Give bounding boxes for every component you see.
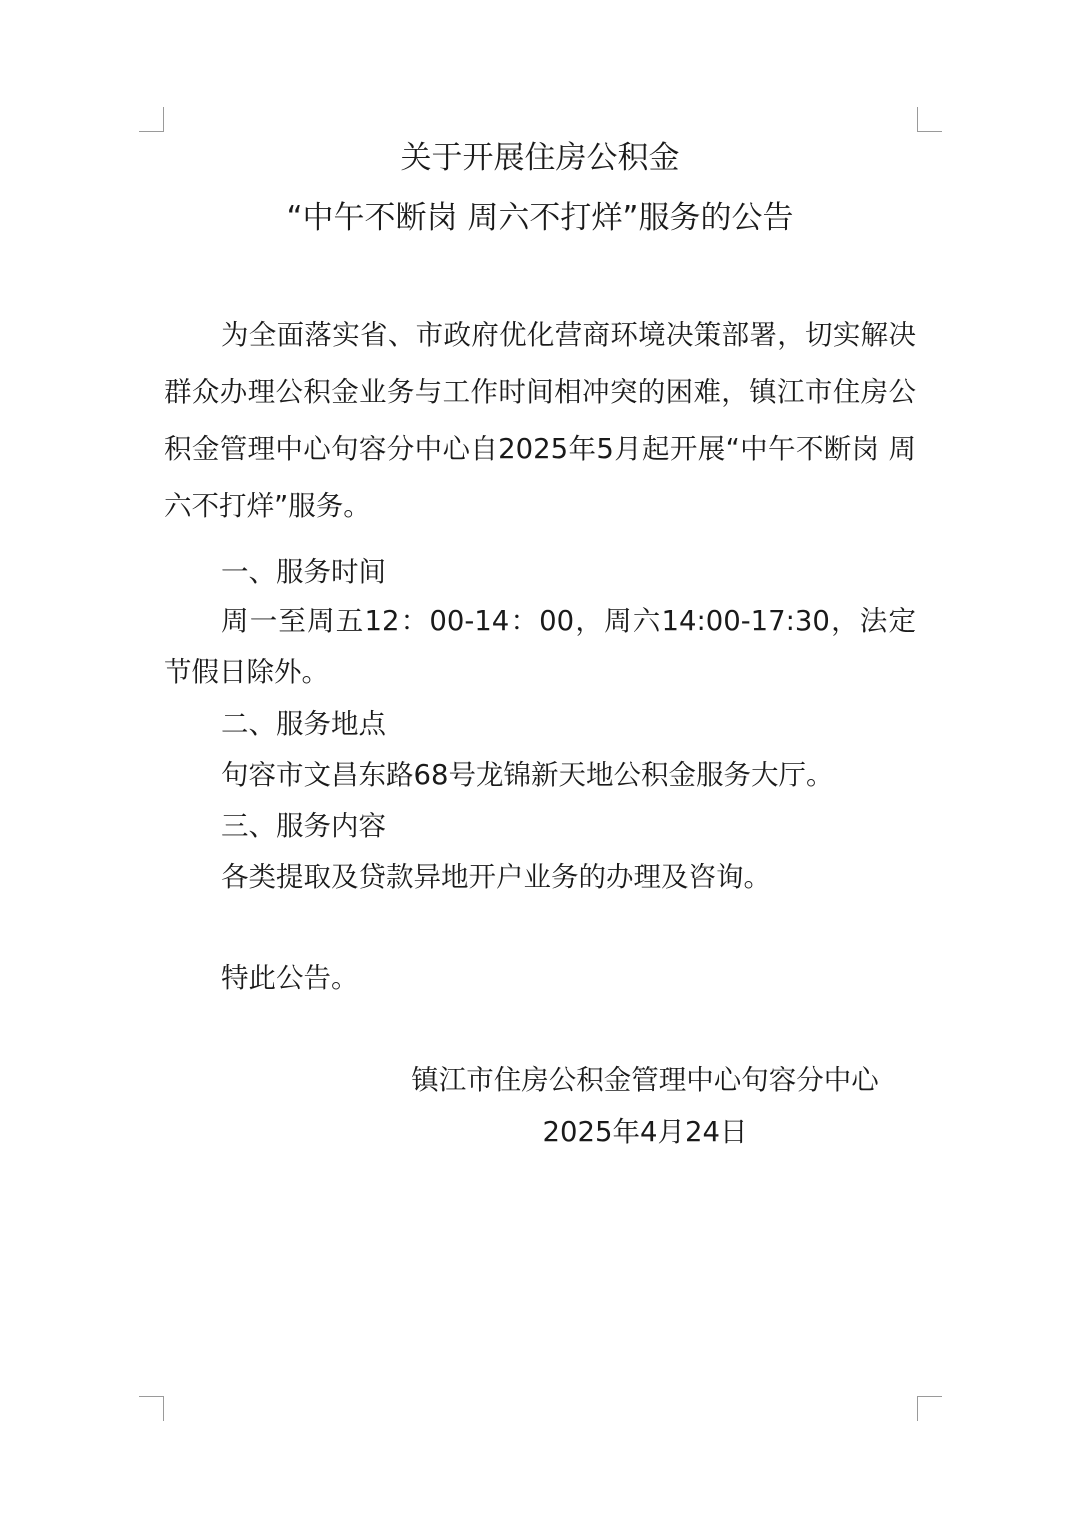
crop-mark-bottom-left xyxy=(139,1396,164,1421)
section1-text: 周一至周五12：00-14：00，周六14:00-17:30，法定节假日除外。 xyxy=(164,605,916,688)
signature-organization: 镇江市住房公积金管理中心句容分中心 xyxy=(411,1064,879,1096)
section3-heading: 三、服务内容 xyxy=(221,810,386,842)
notice-title-line2: “中午不断岗 周六不打烊”服务的公告 xyxy=(286,200,794,236)
section3-text: 各类提取及贷款异地开户业务的办理及咨询。 xyxy=(221,861,771,893)
intro-paragraph: 为全面落实省、市政府优化营商环境决策部署，切实解决群众办理公积金业务与工作时间相冲突的困难，镇江市住房公积金管理中心句容分中心自2025年5月起开展“中午不断岗 周六不打烊”服务。 xyxy=(164,319,916,522)
section1-heading: 一、服务时间 xyxy=(221,556,386,588)
section2-heading: 二、服务地点 xyxy=(221,708,386,740)
closing-text: 特此公告。 xyxy=(221,962,359,994)
notice-title-line1: 关于开展住房公积金 xyxy=(400,140,680,176)
crop-mark-top-left xyxy=(139,107,164,132)
section2-text: 句容市文昌东路68号龙锦新天地公积金服务大厅。 xyxy=(221,759,834,791)
crop-mark-top-right xyxy=(917,107,942,132)
crop-mark-bottom-right xyxy=(917,1396,942,1421)
signature-date: 2025年4月24日 xyxy=(542,1116,748,1148)
